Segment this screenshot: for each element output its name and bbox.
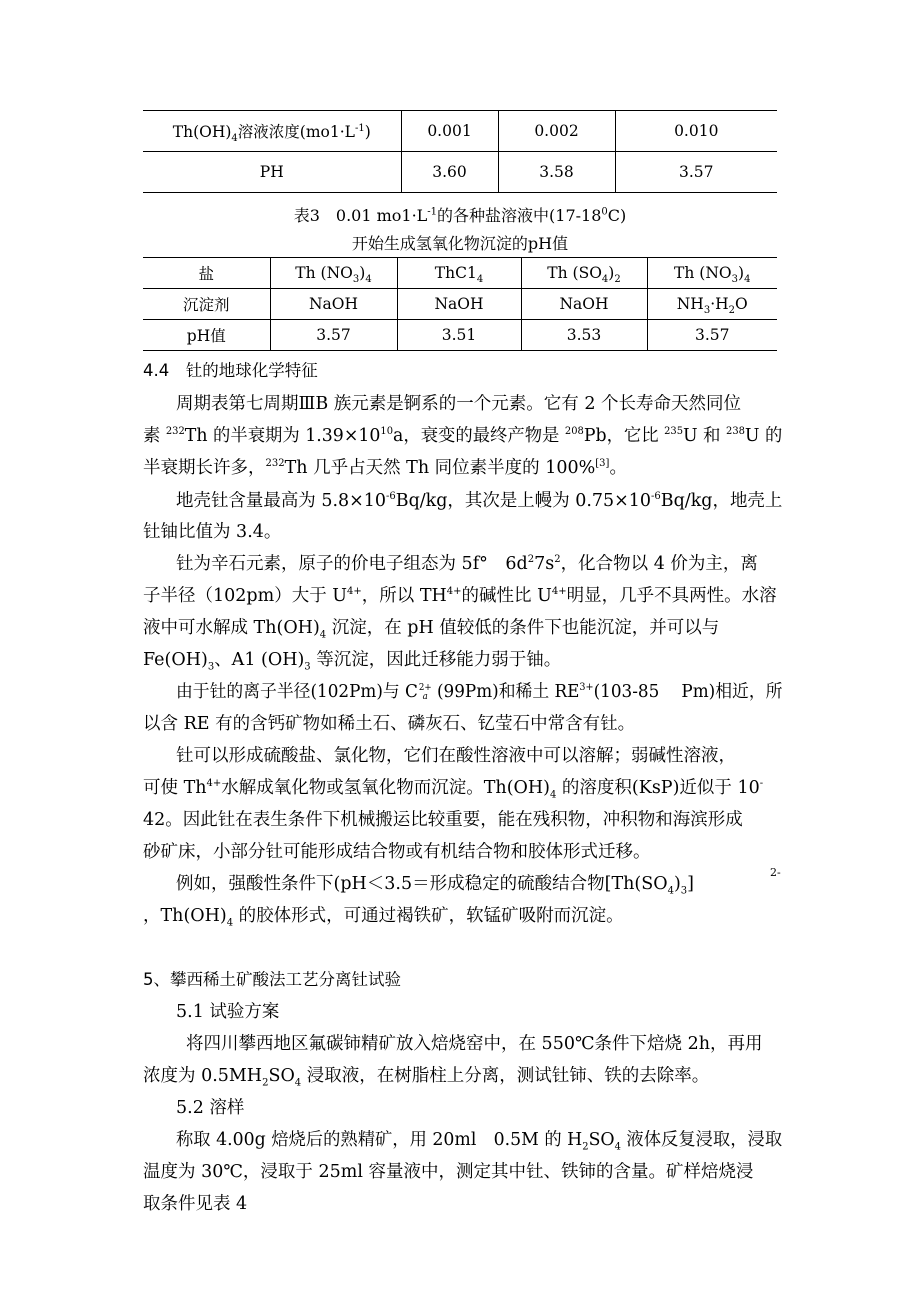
table-row [143,289,777,320]
paragraph-line: 42。因此钍在表生条件下机械搬运比较重要，能在残积物，冲积物和海滨形成 [143,810,743,830]
paragraph-line: 温度为 30℃，浸取于 25ml 容量液中，测定其中钍、铁铈的含量。矿样焙烧浸 [143,1162,754,1182]
table-2 [143,110,777,193]
table-cell: NaOH [397,289,521,320]
table-cell: 3.51 [397,320,521,351]
complex-charge: 2- [770,866,781,879]
table-3-caption-line2: 开始生成氢氧化物沉淀的pH值 [351,234,569,253]
paragraph-line: 液中可水解成 $Th(OH)_4$ 沉淀，在 pH 值较低的条件下也能沉淀，并可以与 [143,618,720,641]
paragraph-line: 半衰期长许多，$^{232}$Th 几乎占天然 Th 同位素半度的 100%[3]。 [143,458,627,478]
table-cell: $NH_3\cdot H_2O$ [647,289,777,320]
table-cell: 3.57 [647,320,777,351]
table-header-row [143,258,777,289]
paragraph-line: 钍可以形成硫酸盐、氯化物，它们在酸性溶液中可以溶解；弱碱性溶液， [176,746,736,766]
paragraph-line: 将四川攀西地区氟碳铈精矿放入焙烧窑中，在 550℃条件下焙烧 2h，再用 [186,1034,763,1054]
paragraph-line: 称取 4.00g 焙烧后的熟精矿，用 20ml 0.5M 的 $H_2SO_4$ 液体反复浸取，浸取 [176,1130,783,1153]
table-cell: 3.57 [270,320,397,351]
paragraph-line: ，$Th(OH)_4$ 的胶体形式，可通过褐铁矿，软锰矿吸附而沉淀。 [143,906,624,929]
paragraph-line: 砂矿床，小部分钍可能形成结合物或有机结合物和胶体形式迁移。 [143,842,651,862]
calcium-ion-formula: 2+ a [418,682,432,702]
table-cell: 3.58 [498,152,615,193]
paragraph-line: 可使 $Th^{4+}$水解成氧化物或氢氧化物而沉淀。$Th(OH)_4$ 的溶度积(KsP)近似于 10- [143,778,764,801]
table-row [143,320,777,351]
table-cell: 0.002 [498,111,615,152]
paragraph-line: 由于钍的离子半径(102Pm)与 C 2+ a (99Pm)和稀土 $RE^{3+}(103-85$ Pm)相近，所 [176,682,783,702]
table-header-cell: Th $(NO_3)_4$ [647,258,777,289]
paragraph-line: 例如，强酸性条件下(pH＜3.5＝形成稳定的硫酸结合物$[Th(SO_4)_3]$ [176,874,694,897]
table-cell: 0.001 [401,111,498,152]
table-3 [143,257,777,351]
table-header-cell: Th $(NO_3)_4$ [270,258,397,289]
paragraph-line: $Fe(OH)_3$、A1 $(OH)_3$ 等沉淀，因此迁移能力弱于铀。 [143,650,562,673]
table-cell: NaOH [270,289,397,320]
paragraph-line: 以含 RE 有的含钙矿物如稀土石、磷灰石、钇莹石中常含有钍。 [143,714,636,734]
table-cell-label: 沉淀剂 [143,289,270,320]
table-cell: 0.010 [615,111,777,152]
paragraph-line: 浓度为 $0.5MH_2SO_4$ 浸取液，在树脂柱上分离，测试钍铈、铁的去除率。 [143,1066,710,1089]
subsection-5-1-heading: 5.1 试验方案 [176,1002,280,1022]
subsection-5-2-heading: 5.2 溶样 [176,1098,245,1118]
section-5-heading: 5、攀西稀土矿酸法工艺分离钍试验 [143,970,401,989]
table-cell-label: PH [259,163,284,181]
table-cell: 3.53 [521,320,647,351]
paragraph-line: 钍为辛石元素，原子的价电子组态为 5f° $6d^27s^2$，化合物以 4 价为主，离 [176,554,758,574]
table-row [143,111,777,152]
table-header-cell: $ThC1_4$ [397,258,521,289]
paragraph-line: 钍铀比值为 3.4。 [143,522,282,542]
paragraph-line: 取条件见表 4 [143,1194,248,1214]
table-3-caption: 表3 0.01 $mo1\cdot L^{-1}$的各种盐溶液中$(17-18^0C)$ [293,206,627,225]
table-cell: 3.57 [615,152,777,193]
table-header-cell: Th $(SO_4)_2$ [521,258,647,289]
paragraph-line: 周期表第七周期ⅢB 族元素是锕系的一个元素。它有 2 个长寿命天然同位 [176,394,742,414]
table-cell-label: $Th(OH)_4$溶液浓度$(mo1\cdot L^{-1})$ [143,111,401,152]
table-header-cell: 盐 [198,265,214,283]
table-cell: NaOH [521,289,647,320]
section-4-4-heading: 4.4 钍的地球化学特征 [143,361,318,380]
table-row [143,152,777,193]
paragraph-line: 子半径（102pm）大于 $U^{4+}$，所以 $TH^{4+}$的碱性比 $U^{4+}$明显，几乎不具两性。水溶 [143,586,777,606]
paragraph-line: 地壳钍含量最高为 $5.8\times 10^{-6}Bq/kg$，其次是上幔为 $0.75\times 10^{-6}Bq/kg$，地壳上 [176,491,783,511]
paragraph-line: 素 $^{232}$Th 的半衰期为 $1.39\times 10^{10}a$，衰变的最终产物是 $^{208}$Pb，它比 $^{235}$U 和 $^{238}$U 的 [143,426,783,446]
table-cell: 3.60 [401,152,498,193]
table-cell-label: pH值 [143,320,270,351]
